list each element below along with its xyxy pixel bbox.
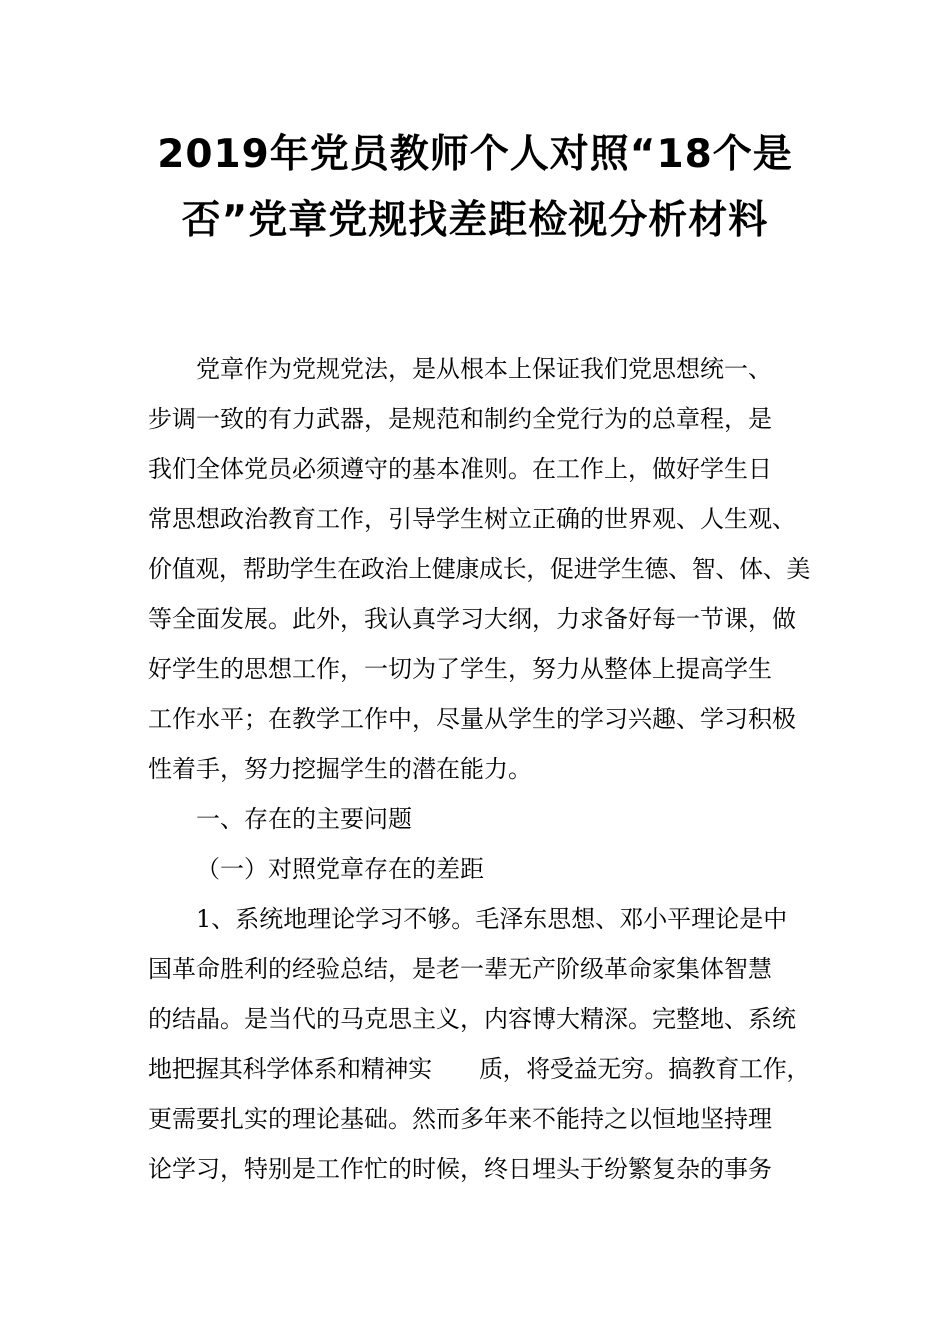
paragraph-line: 地把握其科学体系和精神实 质，将受益无穷。搞教育工作，: [148, 1055, 810, 1083]
paragraph-line: 1、系统地理论学习不够。毛泽东思想、邓小平理论是中: [196, 905, 788, 933]
paragraph-line: 更需要扎实的理论基础。然而多年来不能持之以恒地坚持理: [148, 1105, 772, 1133]
paragraph-line: 论学习，特别是工作忙的时候，终日埋头于纷繁复杂的事务: [148, 1155, 772, 1183]
title-line-1: 2019年党员教师个人对照“18个是: [157, 132, 793, 177]
document-title: [130, 122, 820, 254]
paragraph-line: 步调一致的有力武器，是规范和制约全党行为的总章程，是: [148, 405, 772, 433]
title-line-2: 否”党章党规找差距检视分析材料: [181, 198, 769, 243]
paragraph-line: 的结晶。是当代的马克思主义，内容博大精深。完整地、系统: [148, 1005, 796, 1033]
paragraph-line: 工作水平；在教学工作中，尽量从学生的学习兴趣、学习积极: [148, 705, 796, 733]
paragraph-line: 性着手，努力挖掘学生的潜在能力。: [148, 755, 532, 783]
paragraph-line: 常思想政治教育工作，引导学生树立正确的世界观、人生观、: [148, 505, 796, 533]
subsection-heading: （一）对照党章存在的差距: [196, 855, 484, 883]
paragraph-line: 价值观，帮助学生在政治上健康成长，促进学生德、智、体、美: [148, 555, 810, 583]
section-heading: 一、存在的主要问题: [196, 805, 412, 833]
paragraph-line: 党章作为党规党法，是从根本上保证我们党思想统一、: [196, 355, 772, 383]
paragraph-line: 我们全体党员必须遵守的基本准则。在工作上，做好学生日: [148, 455, 772, 483]
paragraph-line: 好学生的思想工作，一切为了学生，努力从整体上提高学生: [148, 655, 772, 683]
paragraph-line: 国革命胜利的经验总结，是老一辈无产阶级革命家集体智慧: [148, 955, 772, 983]
paragraph-line: 等全面发展。此外，我认真学习大纲，力求备好每一节课，做: [148, 605, 796, 633]
